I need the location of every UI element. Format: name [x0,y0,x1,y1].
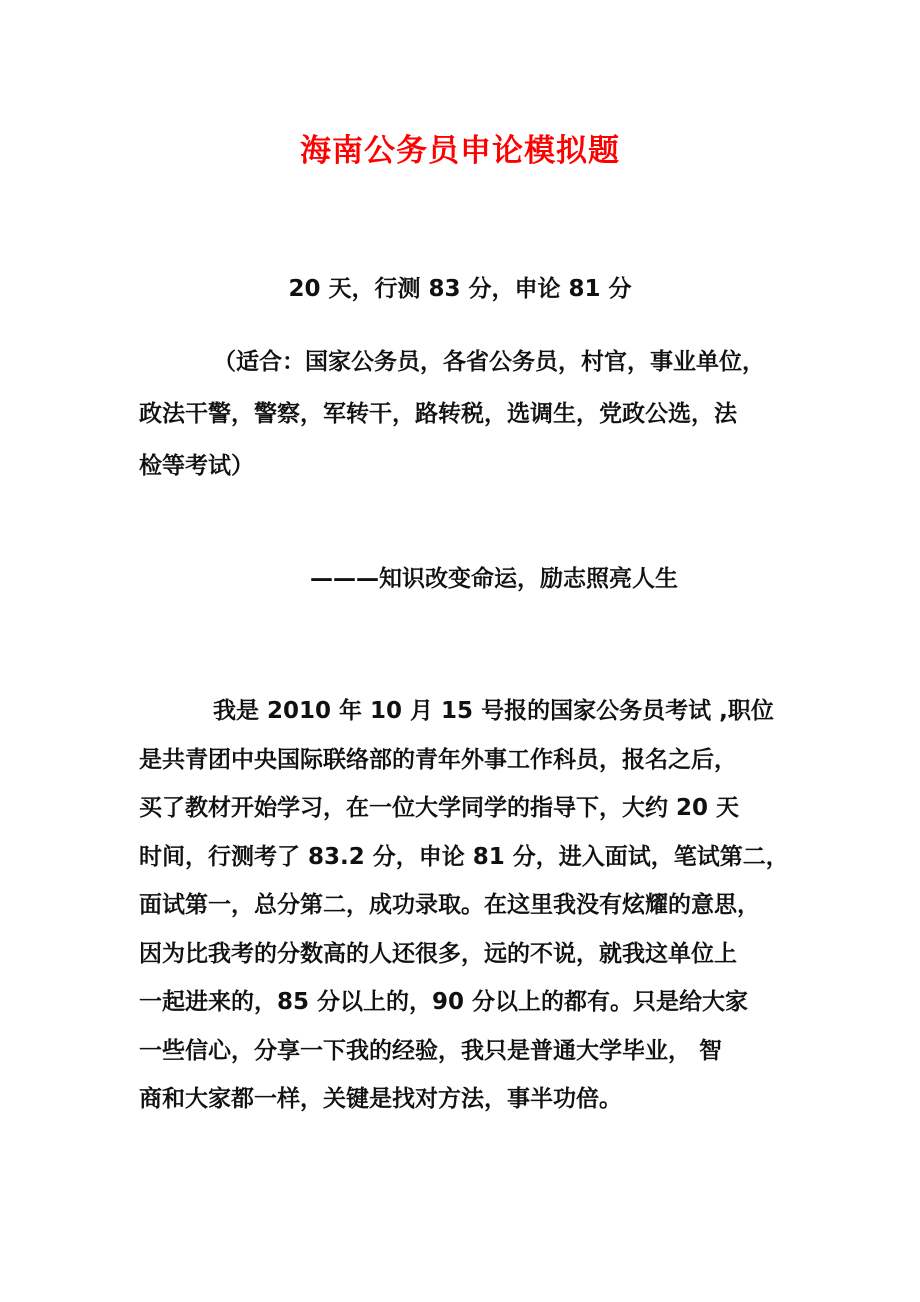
body-line: 商和大家都一样，关键是找对方法，事半功倍。 [139,1086,622,1112]
body-line: 时间，行测考了 83.2 分，申论 81 分，进入面试，笔试第二， [139,843,789,870]
body-line: 面试第一，总分第二，成功录取。在这里我没有炫耀的意思， [139,892,760,918]
body-line: 我是 2010 年 10 月 15 号报的国家公务员考试 ,职位 [213,698,774,724]
document-subtitle: 20 天，行测 83 分，申论 81 分 [288,276,632,302]
body-line: 是共青团中央国际联络部的青年外事工作科员，报名之后， [139,746,737,773]
note-line: （适合：国家公务员，各省公务员，村官，事业单位， [213,349,765,375]
motto: ———知识改变命运，励志照亮人生 [310,566,678,592]
body-line: 一些信心，分享一下我的经验，我只是普通大学毕业， 智 [139,1037,723,1064]
document-title: 海南公务员申论模拟题 [300,133,620,169]
note-line: 检等考试） [139,453,254,479]
note-line: 政法干警，警察，军转干，路转税，选调生，党政公选，法 [139,401,737,427]
body-line: 一起进来的，85 分以上的，90 分以上的都有。只是给大家 [139,989,749,1015]
body-line: 买了教材开始学习，在一位大学同学的指导下，大约 20 天 [139,795,740,821]
applicability-note [139,336,819,492]
body-line: 因为比我考的分数高的人还很多，远的不说，就我这单位上 [139,940,737,967]
body-paragraph [139,687,819,1124]
